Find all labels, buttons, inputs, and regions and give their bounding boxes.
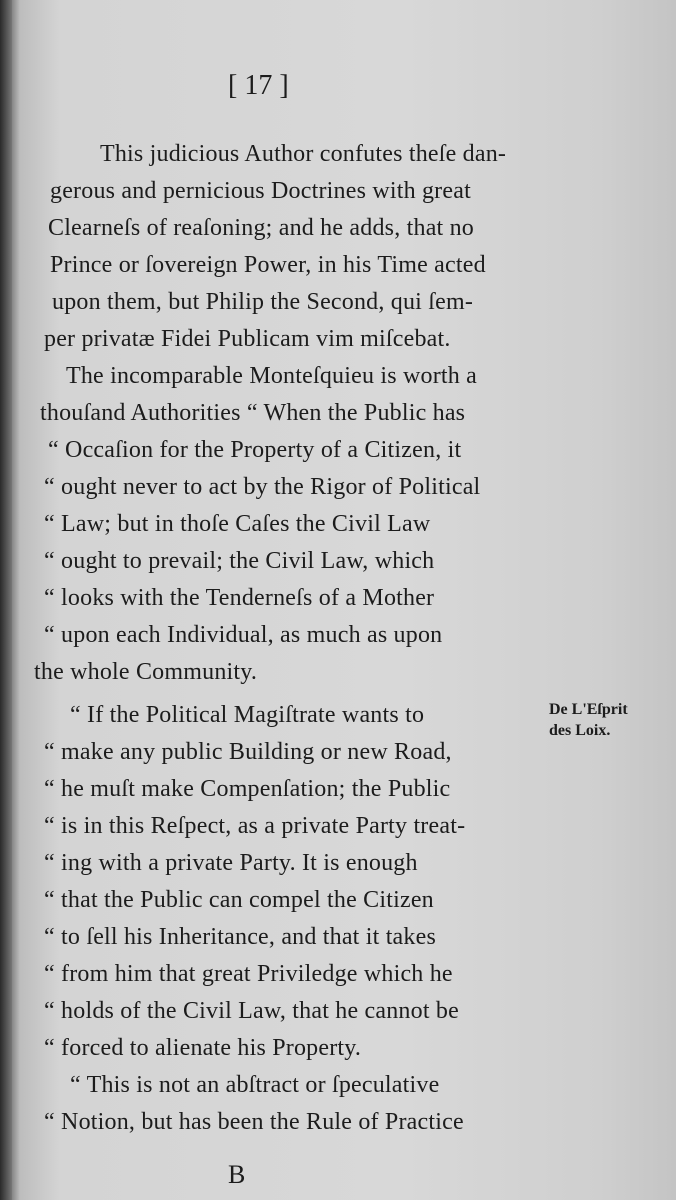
text-line: “ make any public Building or new Road, bbox=[44, 739, 452, 765]
text-line: “ upon each Individual, as much as upon bbox=[44, 622, 443, 648]
text-line: “ holds of the Civil Law, that he cannot be bbox=[44, 998, 459, 1024]
text-line: per privatæ Fidei Publicam vim miſcebat. bbox=[44, 326, 451, 352]
text-line: “ Occaſion for the Property of a Citizen, it bbox=[48, 437, 462, 463]
text-line: gerous and pernicious Doctrines with great bbox=[50, 178, 471, 204]
text-line: “ ought never to act by the Rigor of Political bbox=[44, 474, 481, 500]
text-line: “ forced to alienate his Property. bbox=[44, 1035, 362, 1061]
text-line: upon them, but Philip the Second, qui ſem- bbox=[52, 289, 474, 315]
text-line: Prince or ſovereign Power, in his Time acted bbox=[50, 252, 486, 278]
text-line: “ ought to prevail; the Civil Law, which bbox=[44, 548, 435, 574]
page-number-header: [ 17 ] bbox=[228, 70, 289, 101]
text-line: “ from him that great Priviledge which he bbox=[44, 961, 453, 987]
text-line: “ If the Political Magiſtrate wants to bbox=[70, 702, 425, 728]
text-line: “ Law; but in thoſe Caſes the Civil Law bbox=[44, 511, 431, 537]
text-line: “ This is not an abſtract or ſpeculative bbox=[70, 1072, 440, 1098]
page-gutter bbox=[0, 0, 12, 1200]
text-line: “ that the Public can compel the Citizen bbox=[44, 887, 434, 913]
text-line: This judicious Author confutes theſe dan- bbox=[100, 141, 507, 167]
text-line: the whole Community. bbox=[34, 659, 258, 685]
margin-note-line-2: des Loix. bbox=[549, 722, 611, 739]
text-line: “ looks with the Tenderneſs of a Mother bbox=[44, 585, 435, 611]
signature-mark: B bbox=[228, 1160, 246, 1189]
text-line: “ ing with a private Party. It is enough bbox=[44, 850, 418, 876]
margin-note-line-1: De L'Eſprit bbox=[549, 701, 628, 718]
text-line: Clearneſs of reaſoning; and he adds, that no bbox=[48, 215, 475, 241]
text-line: “ he muſt make Compenſation; the Public bbox=[44, 776, 451, 802]
text-line: “ to ſell his Inheritance, and that it takes bbox=[44, 924, 437, 950]
text-line: “ Notion, but has been the Rule of Practice bbox=[44, 1109, 464, 1135]
text-line: thouſand Authorities “ When the Public has bbox=[40, 400, 466, 426]
text-line: The incomparable Monteſquieu is worth a bbox=[66, 363, 478, 389]
text-line: “ is in this Reſpect, as a private Party treat- bbox=[44, 813, 466, 839]
